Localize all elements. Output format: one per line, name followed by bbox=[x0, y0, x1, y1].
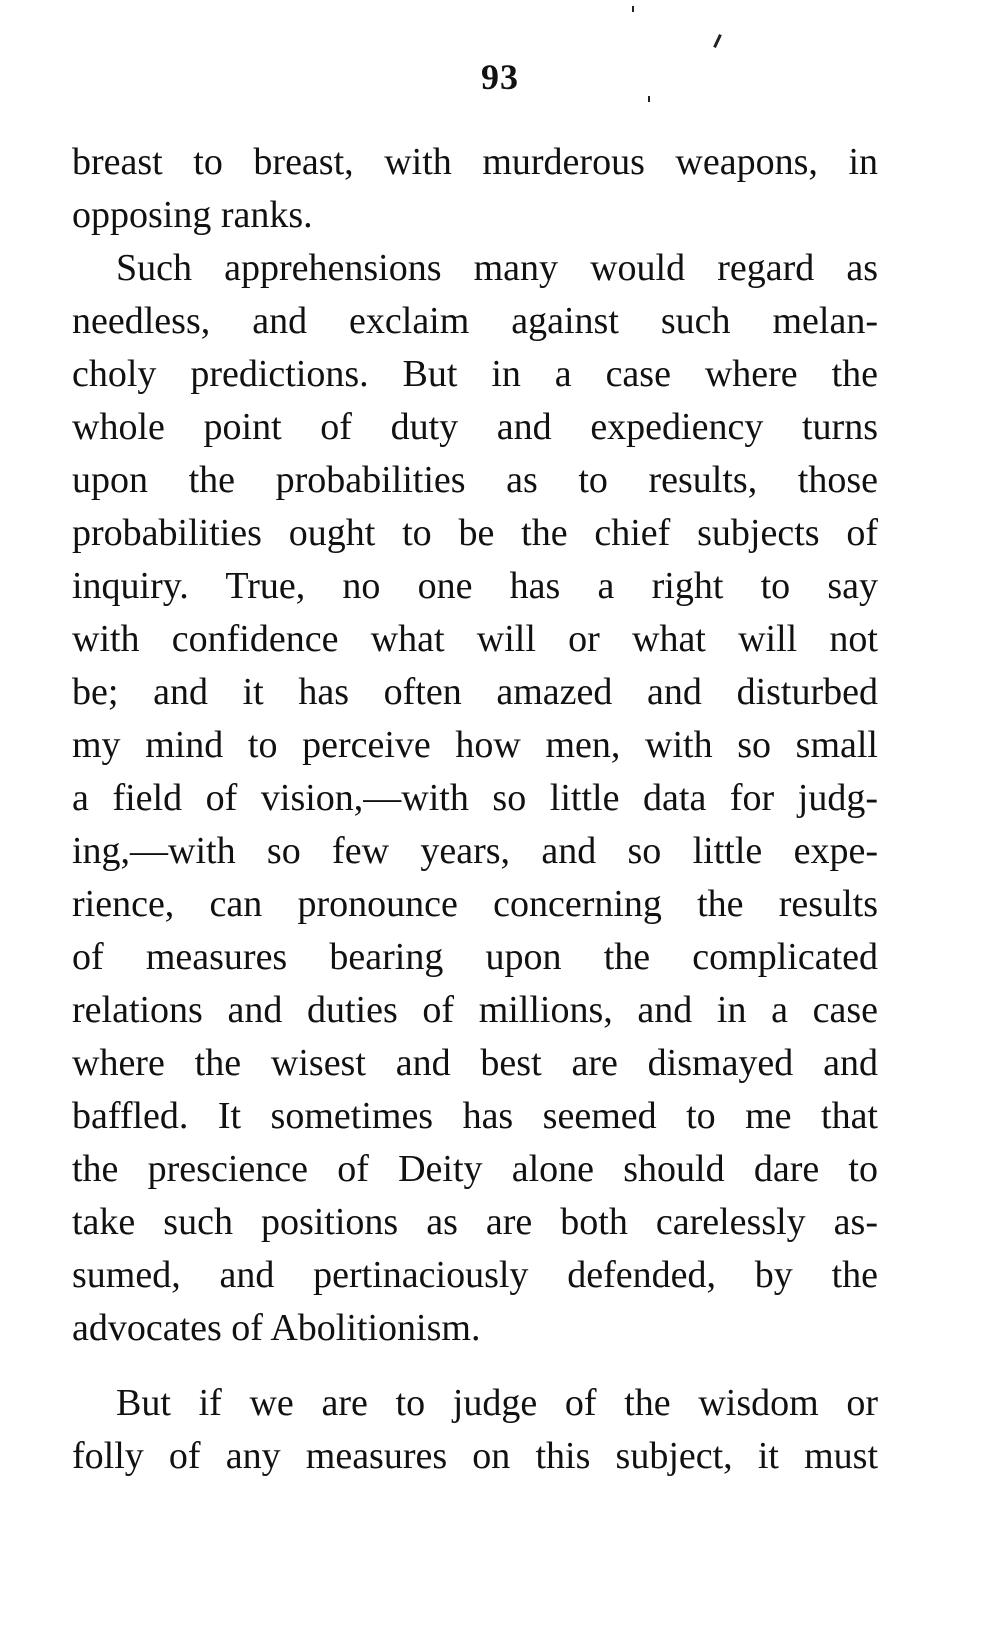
scan-speck bbox=[713, 34, 722, 48]
text-line: needless, and exclaim against such melan- bbox=[72, 300, 878, 342]
text-line: breast to breast, with murderous weapons, in bbox=[72, 141, 878, 183]
text-line: be; and it has often amazed and disturbed bbox=[72, 671, 878, 713]
text-line: whole point of duty and expediency turns bbox=[72, 406, 878, 448]
text-line: But if we are to judge of the wisdom or bbox=[116, 1382, 878, 1424]
body-text bbox=[72, 136, 878, 1483]
text-line: Such apprehensions many would regard as bbox=[116, 247, 878, 289]
text-line: my mind to perceive how men, with so small bbox=[72, 724, 878, 766]
text-line: baffled. It sometimes has seemed to me that bbox=[72, 1095, 878, 1137]
text-line: inquiry. True, no one has a right to say bbox=[72, 565, 878, 607]
text-line: relations and duties of millions, and in a case bbox=[72, 989, 878, 1031]
text-line: upon the probabilities as to results, those bbox=[72, 459, 878, 501]
text-line: where the wisest and best are dismayed and bbox=[72, 1042, 878, 1084]
scan-speck bbox=[648, 96, 650, 102]
page-number: 93 bbox=[481, 57, 519, 97]
scan-speck bbox=[632, 6, 634, 12]
text-line: probabilities ought to be the chief subjects of bbox=[72, 512, 878, 554]
text-line: sumed, and pertinaciously defended, by the bbox=[72, 1254, 878, 1296]
text-line: advocates of Abolitionism. bbox=[72, 1307, 481, 1349]
text-line: rience, can pronounce concerning the results bbox=[72, 883, 878, 925]
text-line: opposing ranks. bbox=[72, 194, 313, 236]
text-line: with confidence what will or what will not bbox=[72, 618, 878, 660]
text-line: the prescience of Deity alone should dare to bbox=[72, 1148, 878, 1190]
text-line: choly predictions. But in a case where the bbox=[72, 353, 878, 395]
text-line: ing,—with so few years, and so little expe- bbox=[72, 830, 878, 872]
text-line: take such positions as are both carelessly as- bbox=[72, 1201, 878, 1243]
text-line: of measures bearing upon the complicated bbox=[72, 936, 878, 978]
paragraph-gap bbox=[72, 1355, 878, 1377]
text-line: a field of vision,—with so little data for judg- bbox=[72, 777, 878, 819]
text-line: folly of any measures on this subject, it must bbox=[72, 1435, 878, 1477]
